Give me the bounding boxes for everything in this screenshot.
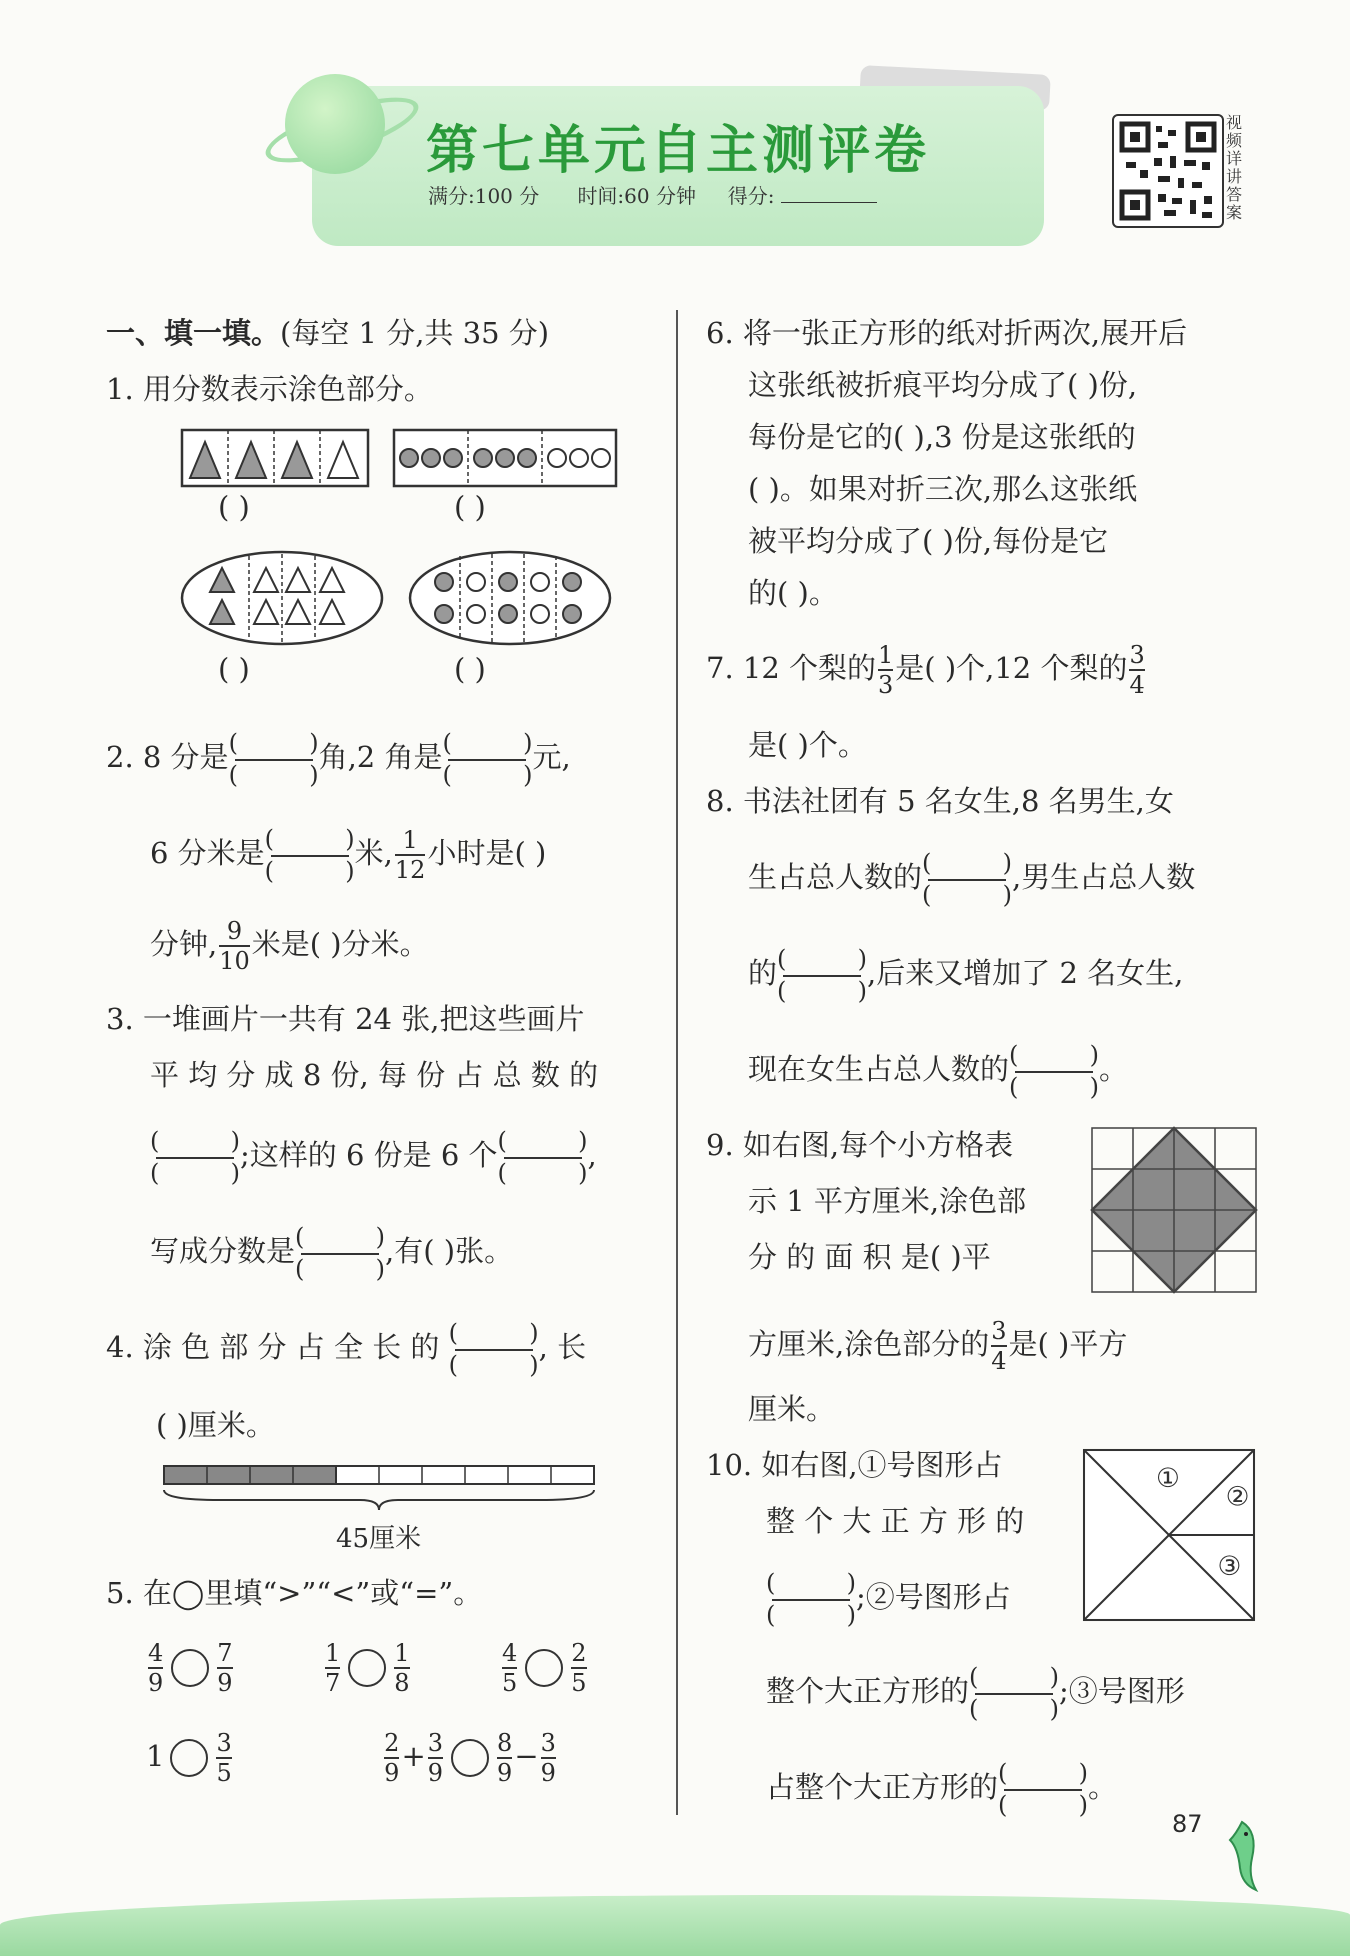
q2-frac-1-12: $\frac{1}{12}$	[394, 826, 426, 884]
q10-blank-frac-1[interactable]: ( ) ( )	[766, 1569, 856, 1629]
q8-line2: 生占总人数的 ( ) ( ) ,男生占总人数	[748, 846, 1195, 912]
q2-line1: 2. 8 分是 ( ) ( ) 角,2 角是 ( ) ( ) 元,	[106, 726, 571, 792]
qr-code-icon[interactable]	[1112, 114, 1224, 228]
q8-blank-frac-3[interactable]: ( ) ( )	[1009, 1041, 1100, 1101]
q4-ruler-label: 45厘米	[336, 1524, 422, 1554]
q2-blank-frac-3[interactable]: ( ) ( )	[264, 825, 355, 885]
q1-blank-b[interactable]: ( )	[454, 490, 486, 524]
q1-text: 1. 用分数表示涂色部分。	[106, 372, 433, 406]
q8-blank-frac-1[interactable]: ( ) ( )	[922, 849, 1013, 909]
q5-compare-circle-1[interactable]	[171, 1649, 209, 1687]
q10-line4: 整个大正方形的 ( ) ( ) ;③号图形	[766, 1660, 1185, 1726]
q6-line2: 这张纸被折痕平均分成了( )份,	[748, 368, 1138, 402]
page-title: 第七单元自主测评卷	[425, 121, 930, 181]
q3-line4: 写成分数是 ( ) ( ) ,有( )张。	[150, 1220, 513, 1286]
q8-line3: 的 ( ) ( ) ,后来又增加了 2 名女生,	[748, 942, 1183, 1008]
q2-line3: 分钟, $\frac{9}{10}$ 米是( )分米。	[150, 917, 429, 975]
full-score: 满分:100 分	[428, 184, 540, 208]
q7-frac-3-4: $\frac{3}{4}$	[1129, 641, 1145, 699]
q1-blank-a[interactable]: ( )	[218, 490, 250, 524]
q9-line3: 分 的 面 积 是( )平	[748, 1240, 991, 1274]
score-label: 得分:	[727, 184, 775, 208]
q5-compare-circle-5[interactable]	[451, 1739, 489, 1777]
q6-line4: ( )。如果对折三次,那么这张纸	[748, 472, 1138, 506]
q10-label-2: ②	[1225, 1481, 1250, 1513]
q5-line1: 5. 在◯里填“>”“<”或“=”。	[106, 1576, 483, 1610]
q5-row2: 1 $\frac{3}{5}$ $\frac{2}{9}$ + $\frac{3}{9}$ $\frac{8}{9}$ − $\frac{3}{9}$	[146, 1729, 556, 1787]
q1-blank-c[interactable]: ( )	[218, 652, 250, 686]
q9-line1: 9. 如右图,每个小方格表	[706, 1128, 1014, 1162]
q10-label-3: ③	[1217, 1550, 1242, 1582]
q3-blank-frac-3[interactable]: ( ) ( )	[295, 1223, 386, 1283]
exam-meta	[428, 180, 877, 209]
q6-line5: 被平均分成了( )份,每份是它	[748, 524, 1109, 558]
q9-grid-figure	[1092, 1128, 1256, 1292]
page-number: 87	[1172, 1810, 1203, 1838]
q6-line1: 6. 将一张正方形的纸对折两次,展开后	[706, 316, 1188, 350]
q4-line1: 4. 涂 色 部 分 占 全 长 的 ( ) ( ) , 长	[106, 1316, 586, 1382]
q6-line3: 每份是它的( ),3 份是这张纸的	[748, 420, 1136, 454]
q10-blank-frac-3[interactable]: ( ) ( )	[998, 1759, 1089, 1819]
q2-blank-frac-1[interactable]: ( ) ( )	[228, 729, 319, 789]
q4-blank-frac[interactable]: ( ) ( )	[448, 1319, 539, 1379]
q1-figures	[170, 420, 770, 680]
q5-row1: $\frac{4}{9}$ $\frac{7}{9}$ $\frac{1}{7}$ $\frac{1}{8}$ $\frac{4}{5}$ $\frac{2}{5}$	[148, 1639, 587, 1697]
q4-line2[interactable]: ( )厘米。	[156, 1408, 275, 1442]
q2-frac-9-10: $\frac{9}{10}$	[219, 917, 250, 975]
q8-line1: 8. 书法社团有 5 名女生,8 名男生,女	[706, 784, 1174, 818]
q6-line6: 的( )。	[748, 576, 838, 610]
q8-line4: 现在女生占总人数的 ( ) ( ) 。	[748, 1038, 1128, 1104]
q2-blank-frac-2[interactable]: ( ) ( )	[442, 729, 533, 789]
q9-line4: 方厘米,涂色部分的 $\frac{3}{4}$ 是( )平方	[748, 1317, 1128, 1375]
section-heading: 一、填一填。(每空 1 分,共 35 分)	[106, 316, 550, 350]
score-blank	[781, 202, 877, 203]
q3-line3: ( ) ( ) ;这样的 6 份是 6 个 ( ) ( ) ,	[150, 1124, 597, 1190]
q10-line5: 占整个大正方形的 ( ) ( ) 。	[766, 1756, 1117, 1822]
q10-line2: 整 个 大 正 方 形 的	[766, 1504, 1025, 1538]
q10-blank-frac-2[interactable]: ( ) ( )	[969, 1663, 1060, 1723]
time-limit: 时间:60 分钟	[577, 184, 696, 208]
q3-line2: 平 均 分 成 8 份, 每 份 占 总 数 的	[150, 1058, 599, 1092]
q9-line2: 示 1 平方厘米,涂色部	[748, 1184, 1027, 1218]
qr-label: 视频详讲答案	[1226, 113, 1243, 222]
q5-compare-circle-3[interactable]	[525, 1649, 563, 1687]
q7-frac-1-3: $\frac{1}{3}$	[878, 641, 894, 699]
q8-blank-frac-2[interactable]: ( ) ( )	[777, 945, 868, 1005]
q5-compare-circle-4[interactable]	[170, 1739, 208, 1777]
q1-blank-d[interactable]: ( )	[454, 652, 486, 686]
q10-line3: ( ) ( ) ;②号图形占	[766, 1566, 1011, 1632]
dolphin-icon	[1212, 1818, 1272, 1898]
q9-line5: 厘米。	[748, 1392, 836, 1426]
footer-wave	[0, 1895, 1350, 1956]
q10-line1: 10. 如右图,①号图形占	[706, 1448, 1003, 1482]
q10-square-figure	[1084, 1450, 1254, 1620]
q3-line1: 3. 一堆画片一共有 24 张,把这些画片	[106, 1002, 585, 1036]
q2-line2: 6 分米是 ( ) ( ) 米, $\frac{1}{12}$ 小时是( )	[150, 822, 546, 888]
q7-line1: 7. 12 个梨的 $\frac{1}{3}$ 是( )个,12 个梨的 $\frac{3}{4}$	[706, 641, 1145, 699]
q5-compare-circle-2[interactable]	[348, 1649, 386, 1687]
q7-line2: 是( )个。	[748, 728, 867, 762]
q3-blank-frac-2[interactable]: ( ) ( )	[497, 1127, 588, 1187]
q3-blank-frac-1[interactable]: ( ) ( )	[150, 1127, 240, 1187]
q10-label-1: ①	[1156, 1462, 1180, 1494]
